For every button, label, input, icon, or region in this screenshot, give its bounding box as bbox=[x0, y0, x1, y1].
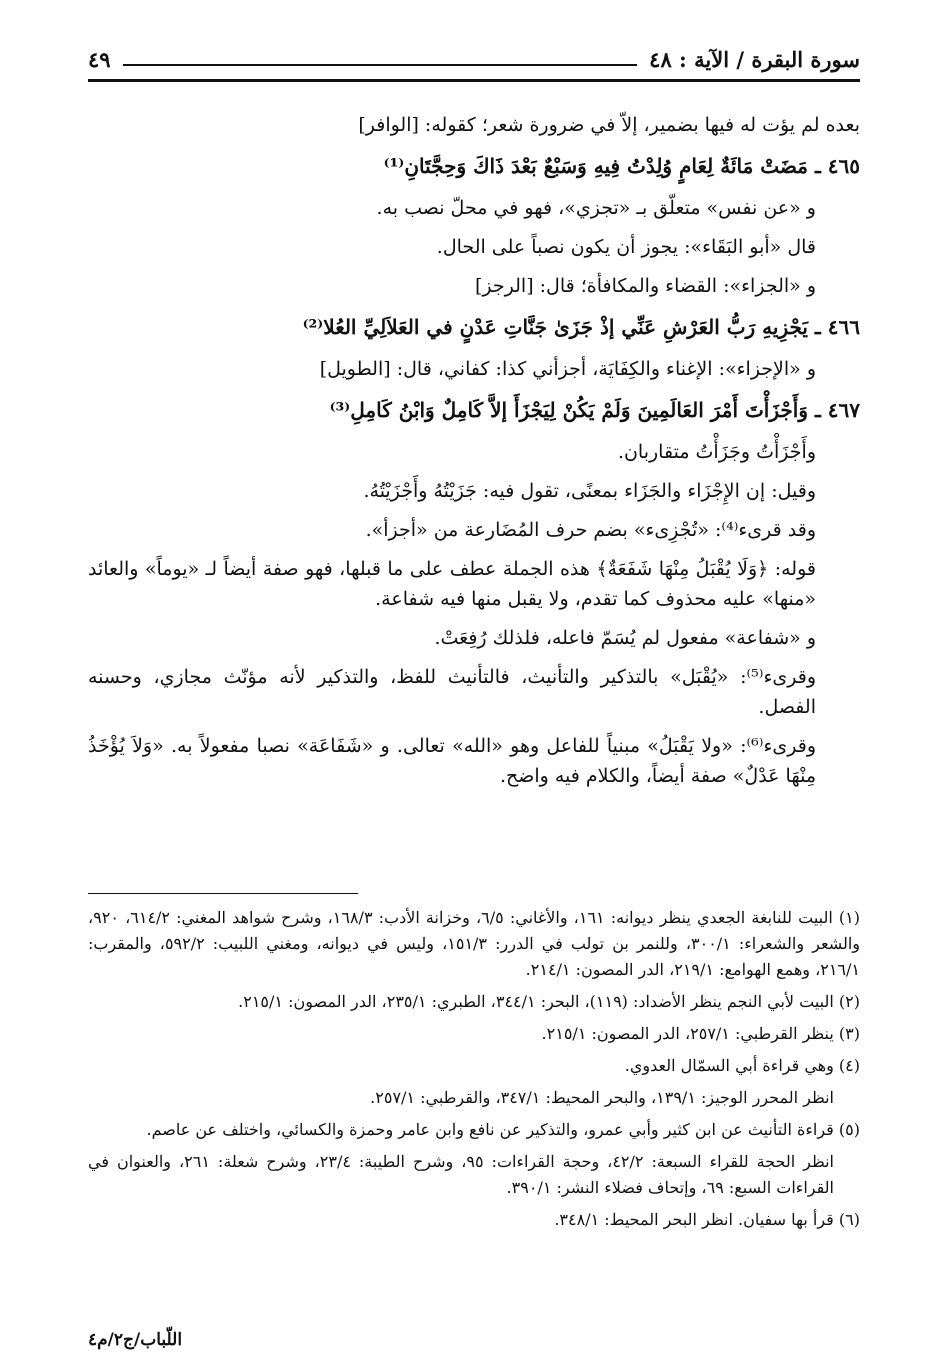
paragraph: وأَجْزَأْتُ وجَزَأْتُ متقاربان. bbox=[617, 441, 816, 463]
footnotes bbox=[88, 905, 860, 1239]
paragraph: و «الجزاء»: القضاء والمكافأة؛ قال: [الرجز] bbox=[475, 275, 816, 297]
paragraph: قوله: ﴿وَلَا يُقْبَلُ مِنْهَا شَفَعَةٌ﴾ هذه الجملة عطف على ما قبلها، فهو صفة أيضاً لـ «يوماً» والعائد «منها» عليه محذوف كما تقدم، ولا يقبل منها فيه شفاعة. bbox=[88, 558, 816, 610]
main-text bbox=[88, 110, 860, 800]
footnote-5-ref: انظر الحجة للقراء السبعة: ٤٢/٢، وحجة القراءات: ٩٥، وشرح الطيبة: ٢٣/٤، وشرح شعلة: ٢٦١، والعنوان في القراءات السبع: ٦٩، وإتحاف فضلاء النشر: ٣٩٠/١. bbox=[88, 1152, 835, 1197]
page-footer: اللّباب/ج٢/م٤ bbox=[88, 1330, 183, 1350]
paragraph: وقيل: إن الإِجْزَاء والجَزَاء بمعنًى، تقول فيه: جَزَيْتُهُ وأَجْزَيْتُهُ. bbox=[363, 480, 816, 502]
paragraph: وقد قرىء⁽⁴⁾: «تُجْزِىء» بضم حرف المُضَارعة من «أجزأ». bbox=[365, 519, 816, 541]
paragraph: و «عن نفس» متعلّق بـ «تجزي»، فهو في محلّ نصب به. bbox=[376, 197, 816, 219]
paragraph: بعده لم يؤت له فيها بضمير، إلاّ في ضرورة شعر؛ كقوله: [الوافر] bbox=[358, 114, 860, 136]
footnote-4-ref: انظر المحرر الوجيز: ١٣٩/١، والبحر المحيط: ٣٤٧/١، والقرطبي: ٢٥٧/١. bbox=[370, 1088, 834, 1107]
header-rule bbox=[88, 79, 860, 82]
header-title: سورة البقرة / الآية : ٤٨ bbox=[649, 46, 860, 72]
verse-466: ٤٦٦ ـ يَجْزِيهِ رَبُّ العَرْشِ عَنِّي إذْ جَزَىٰ جَنَّاتِ عَدْنٍ في العَلاَلِيِّ العُلا⁽²⁾ bbox=[302, 315, 860, 339]
verse-465: ٤٦٥ ـ مَضَتْ مَائَةٌ لِعَامٍ وُلِدْتُ فِيهِ وَسَبْعٌ بَعْدَ ذَاكَ وَحِجَّتَانِ⁽¹⁾ bbox=[383, 154, 860, 178]
footnote-5: (٥) قراءة التأنيث عن ابن كثير وأبي عمرو، والتذكير عن نافع وابن عامر وحمزة والكسائي، واختلف عن عاصم. bbox=[146, 1120, 860, 1139]
footnote-separator bbox=[88, 893, 358, 894]
paragraph: و «شفاعة» مفعول لم يُسَمّ فاعله، فلذلك رُفِعَتْ. bbox=[434, 627, 816, 649]
footnote-1: (١) البيت للنابغة الجعدي ينظر ديوانه: ١٦١، والأغاني: ٦/٥، وخزانة الأدب: ١٦٨/٣، وشرح شواهد المغني: ٦١٤/٢، ٩٢٠، والشعر والشعراء: ٣٠٠/١، وللنمر بن تولب في الدرر: ١٥١/٣، وليس في ديوانه، ومغني اللبيب: ٥٩٢/٢، والمقرب: ٢١٦/١، وهمع الهوامع: ٢١٩/١، الدر المصون: ٢١٤/١. bbox=[88, 908, 861, 979]
header-leader-line bbox=[123, 52, 638, 66]
verse-467: ٤٦٧ ـ وَأَجْزَأْتَ أَمْرَ العَالَمِينَ وَلَمْ يَكُنْ لِيَجْزَأَ إلاَّ كَامِلٌ وَابْنُ كَامِلِ⁽³⁾ bbox=[329, 398, 860, 422]
paragraph: قال «أبو البَقَاء»: يجوز أن يكون نصباً على الحال. bbox=[436, 236, 816, 258]
footnote-3: (٣) ينظر القرطبي: ٢٥٧/١، الدر المصون: ٢١٥/١. bbox=[541, 1024, 860, 1043]
paragraph: و «الإجزاء»: الإغناء والكِفَايَة، أجزأني كذا: كفاني، قال: [الطويل] bbox=[319, 358, 816, 380]
paragraph: وقرىء⁽⁶⁾: «ولا يَقْبَلُ» مبنياً للفاعل وهو «الله» تعالى. و «شَفَاعَة» نصبا مفعولاً به. «وَلاَ يُؤْخَذُ مِنْهَا عَدْلٌ» صفة أيضاً، والكلام فيه واضح. bbox=[88, 735, 816, 787]
footnote-4: (٤) وهي قراءة أبي السمّال العدوي. bbox=[624, 1056, 860, 1075]
page-header bbox=[88, 44, 860, 74]
page-number: ٤٩ bbox=[88, 46, 111, 72]
paragraph: وقرىء⁽⁵⁾: «يُقْبَل» بالتذكير والتأنيث، فالتأنيث للفظ، والتذكير لأنه مؤنّث مجازي، وحسنه الفصل. bbox=[88, 666, 816, 718]
footnote-2: (٢) البيت لأبي النجم ينظر الأضداد: (١١٩)، البحر: ٣٤٤/١، الطبري: ٢٣٥/١، الدر المصون: ٢١٥/١. bbox=[238, 992, 860, 1011]
footnote-6: (٦) قرأ بها سفيان. انظر البحر المحيط: ٣٤٨/١. bbox=[554, 1210, 860, 1229]
